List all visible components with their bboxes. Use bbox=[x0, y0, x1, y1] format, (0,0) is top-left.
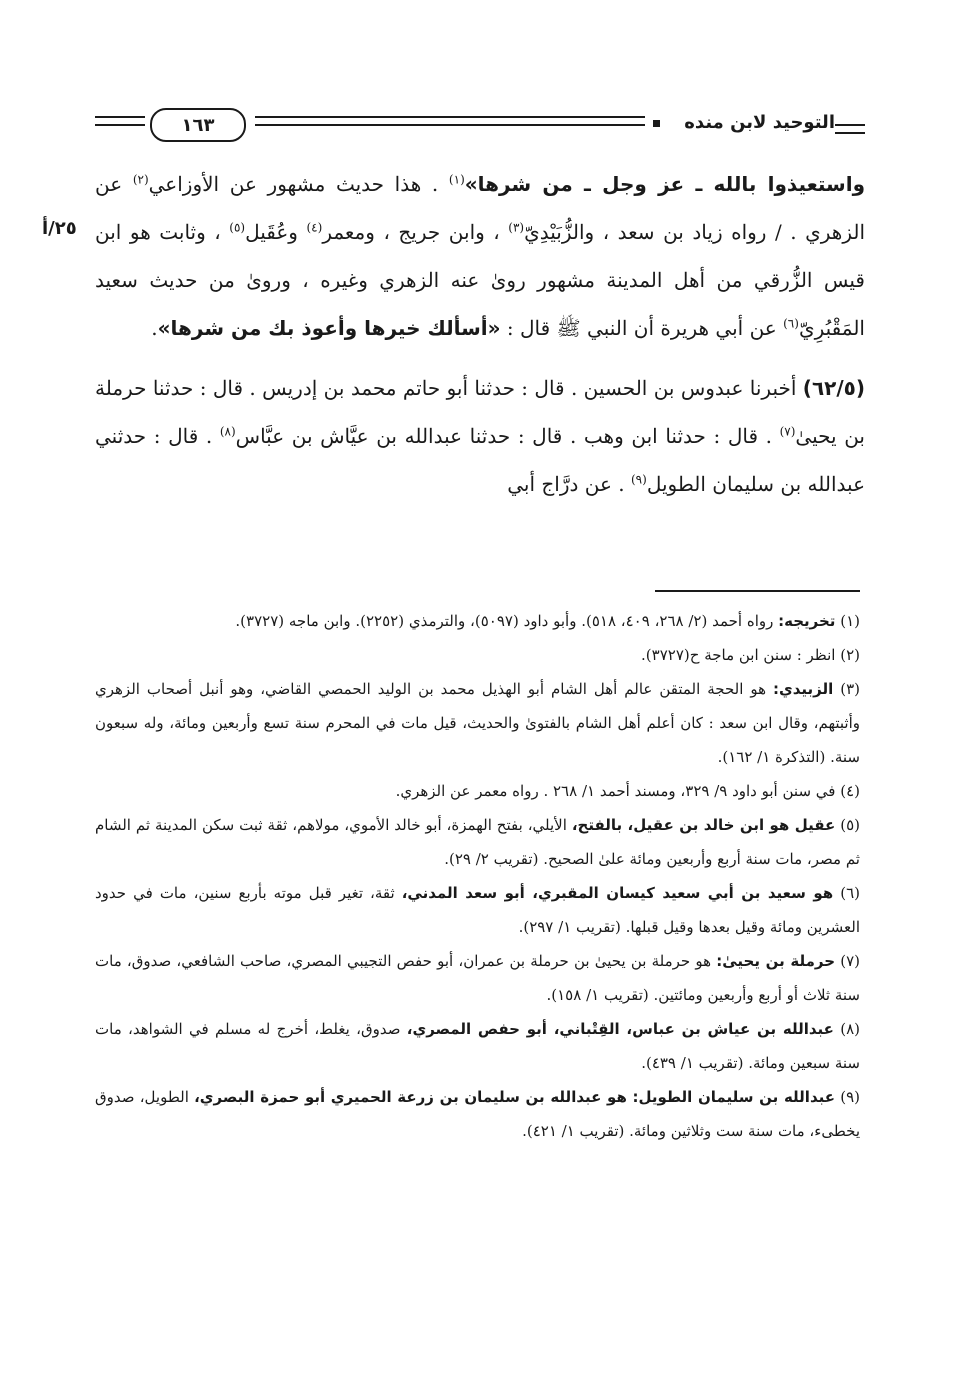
text-span: . عن درَّاج أبي bbox=[507, 472, 631, 496]
running-title: التوحيد لابن منده bbox=[684, 112, 835, 133]
text-span: أخبرنا عبدوس بن الحسين . قال : حدثنا أبو حاتم محمد بن إدريس . قال : حدثنا حرملة بن يحيىٰ bbox=[95, 376, 865, 448]
header-rule bbox=[95, 124, 145, 126]
text-span: وعُقَيل bbox=[245, 220, 307, 244]
header-rule bbox=[255, 116, 645, 118]
text-span: . هذا حديث مشهور عن الأوزاعي bbox=[148, 172, 449, 196]
footnote: (٤) في سنن أبو داود ٩/ ٣٢٩، ومسند أحمد ١/ ٢٦٨ . رواه معمر عن الزهري. bbox=[395, 782, 860, 800]
page-number bbox=[150, 108, 246, 142]
footnotes bbox=[95, 604, 860, 1148]
footnote: (١) تخريجه: رواه أحمد (٢/ ٢٦٨، ٤٠٩، ٥١٨). وأبو داود (٥٠٩٧)، والترمذي (٢٢٥٢). وابن ماجه (٣٧٢٧). bbox=[235, 612, 860, 630]
text-span: ، وابن جريج ، ومعمر bbox=[322, 220, 509, 244]
folio-marker: ٢٥/أ bbox=[42, 218, 77, 239]
footnote-ref: (٢) bbox=[132, 172, 149, 187]
footnote-ref: (٧) bbox=[779, 424, 796, 439]
text-span: . قال : حدثنا ابن وهب . قال : حدثنا عبدالله بن عيَّاش بن عبَّاس bbox=[235, 424, 780, 448]
footnote: (٣) الزبيدي: هو الحجة المتقن عالم أهل الشام أبو الهذيل محمد بن الوليد الحمصي القاضي، وهو أنبل أصحاب الزهري وأثبتهم، وقال ابن سعد : كان أعلم أهل الشام بالفتوىٰ والحديث، قيل مات في المحرم سنة تسع وأربعين ومائة، وله سبعون سنة. (التذكرة ١/ ١٦٢). bbox=[95, 680, 860, 766]
footnote-ref: (٨) bbox=[219, 424, 236, 439]
footnote-ref: (٤) bbox=[306, 220, 323, 235]
text-span: عن الزهري . / رواه زياد بن سعد ، والزُّبَيْدِيّ bbox=[95, 172, 866, 244]
footnote: (٥) عقيل هو ابن خالد بن عقيل، بالفتح، الأيلي، بفتح الهمزة، أبو خالد الأموي، مولاهم، ثقة ثبت سكن المدينة ثم الشام ثم مصر، مات سنة أربع وأربعين ومائة علىٰ الصحيح. (تقريب ٢/ ٢٩). bbox=[95, 816, 860, 868]
text-span: . bbox=[151, 316, 158, 340]
footnote: (٢) انظر : سنن ابن ماجة ح(٣٧٢٧). bbox=[641, 646, 860, 664]
text-span: ، وثابت هو ابن قيس الزُّرقي من أهل المدينة مشهور روىٰ عنه الزهري وغيره ، وروىٰ من حديث سعيد المَقْبُرِيّ bbox=[95, 220, 865, 340]
header-square-icon bbox=[653, 120, 660, 127]
quote-bold: «أسألك خيرها وأعوذ بك من شرها» bbox=[157, 316, 501, 340]
header-rule bbox=[95, 116, 145, 118]
text-span: . قال : حدثني عبدالله بن سليمان الطويل bbox=[95, 424, 865, 496]
quote-bold: واستعيذوا بالله ـ عز وجل ـ من شرها» bbox=[464, 172, 866, 196]
main-text bbox=[95, 160, 865, 508]
page-number-text: ١٦٣ bbox=[181, 114, 215, 136]
footnote: (٧) حرملة بن يحيىٰ: هو حرملة بن يحيىٰ بن حرملة بن عمران، أبو حفص التجيبي المصري، صاحب الشافعي، صدوق، مات سنة ثلاث أو أربع وأربعين ومائتين. (تقريب ١/ ١٥٨). bbox=[95, 952, 860, 1004]
footnote-ref: (٩) bbox=[630, 472, 647, 487]
footnote-ref: (٣) bbox=[508, 220, 525, 235]
footnote-separator bbox=[655, 590, 860, 592]
hadith-number: (٦٢/٥) bbox=[802, 376, 866, 400]
footnote-ref: (٦) bbox=[783, 316, 799, 331]
paragraph bbox=[95, 160, 865, 352]
text-span: عن أبي هريرة أن النبي ﷺ قال : bbox=[500, 316, 784, 340]
header-rule bbox=[255, 124, 645, 126]
header-rule bbox=[835, 132, 865, 134]
footnote: (٦) هو سعيد بن أبي سعيد كيسان المقبري، أبو سعد المدني، ثقة، تغير قبل موته بأربع سنين، مات في حدود العشرين ومائة وقيل بعدها وقيل قبلها. (تقريب ١/ ٢٩٧). bbox=[95, 884, 860, 936]
footnote-ref: (١) bbox=[448, 172, 465, 187]
hadith-paragraph bbox=[95, 364, 865, 508]
footnote: (٩) عبدالله بن سليمان الطويل: هو عبدالله بن سليمان بن زرعة الحميري أبو حمزة البصري، الطويل، صدوق يخطىء، مات سنة ست وثلاثين ومائة. (تقريب ١/ ٤٢١). bbox=[95, 1088, 860, 1140]
footnote-ref: (٥) bbox=[229, 220, 246, 235]
footnote: (٨) عبدالله بن عياش بن عباس، القِتْباني، أبو حفص المصري، صدوق، يغلط، أخرج له مسلم في الشواهد، مات سنة سبعين ومائة. (تقريب ١/ ٤٣٩). bbox=[95, 1020, 860, 1072]
page-header bbox=[95, 100, 835, 146]
header-rule bbox=[835, 124, 865, 126]
